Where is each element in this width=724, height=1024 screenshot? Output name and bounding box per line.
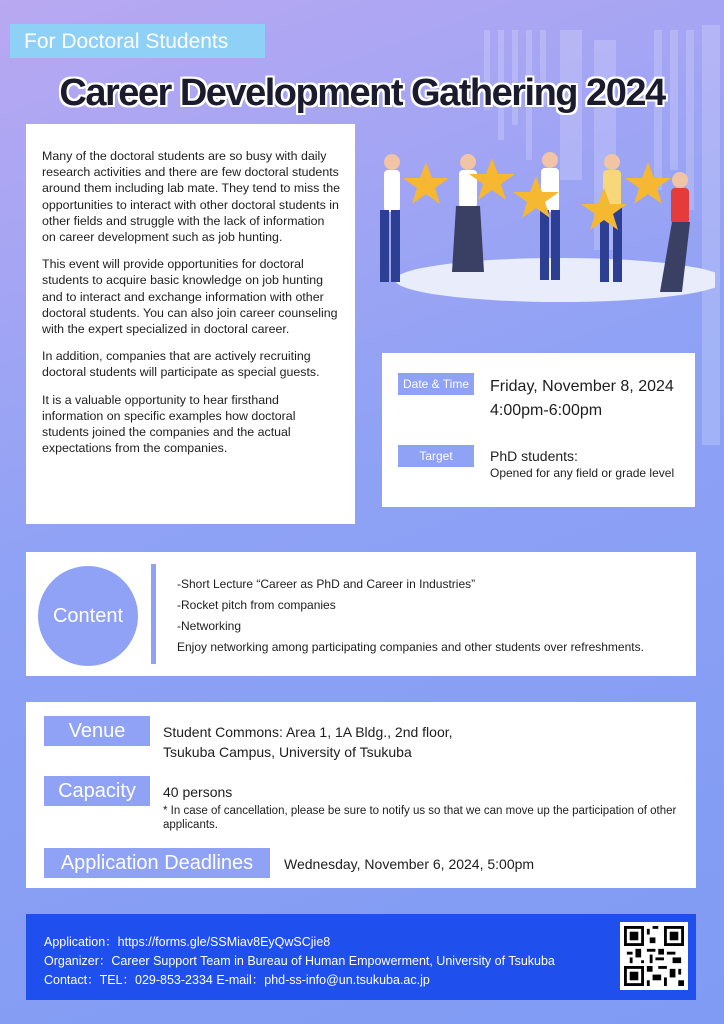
- star-icon: [403, 162, 449, 204]
- deadline-label: Application Deadlines: [44, 848, 270, 878]
- target-value: [490, 447, 674, 481]
- person-figure: [380, 154, 400, 282]
- contact-text[interactable]: Contact：TEL：029-853-2334 E-mail：phd-ss-info@un.tsukuba.ac.jp: [44, 973, 430, 987]
- star-icon: [625, 162, 671, 204]
- capacity-value: 40 persons: [163, 784, 233, 800]
- list-item: -Rocket pitch from companies: [177, 598, 336, 612]
- event-info-panel: [382, 353, 695, 507]
- description-paragraph: It is a valuable opportunity to hear firsthand information on specific examples how doctoral students joined the companies and the actual expectations from the companies.: [42, 392, 296, 456]
- venue-line: Tsukuba Campus, University of Tsukuba: [163, 744, 412, 760]
- event-time: 4:00pm-6:00pm: [490, 402, 603, 419]
- target-sub: Opened for any field or grade level: [490, 466, 675, 480]
- audience-tag: For Doctoral Students: [10, 24, 265, 58]
- venue-label: Venue: [44, 716, 150, 746]
- content-panel: [26, 552, 696, 676]
- qr-code-graphic: [624, 926, 684, 986]
- event-date: Friday, November 8, 2024: [490, 378, 674, 395]
- people-with-stars-illustration: [360, 140, 715, 310]
- deadline-value: Wednesday, November 6, 2024, 5:00pm: [284, 856, 535, 872]
- footer: [26, 914, 696, 1000]
- capacity-value-block: [163, 782, 683, 832]
- capacity-label: Capacity: [44, 776, 150, 806]
- qr-code-icon[interactable]: [620, 922, 688, 990]
- list-item: Enjoy networking among participating companies and other students over refreshments.: [177, 640, 644, 654]
- list-item: -Networking: [177, 619, 242, 633]
- description-panel: [26, 124, 355, 524]
- venue-panel: [26, 702, 696, 888]
- person-figure: [452, 154, 484, 272]
- venue-line: Student Commons: Area 1, 1A Bldg., 2nd floor,: [163, 724, 453, 740]
- description-paragraph: This event will provide opportunities for doctoral students to acquire basic knowledge on job hunting and to interact and exchange information with other doctoral students. You can also join career counseling with the expert specialized in doctoral career.: [42, 257, 338, 337]
- page-title: Career Development Gathering 2024: [59, 72, 665, 114]
- content-list: [177, 574, 644, 658]
- description-paragraph: In addition, companies that are actively recruiting doctoral students will participate as special guests.: [42, 349, 320, 380]
- target-main: PhD students:: [490, 448, 578, 464]
- venue-value: [163, 722, 453, 762]
- application-link[interactable]: Application：https://forms.gle/SSMiav8EyQwSCjie8: [44, 935, 331, 949]
- content-label: Content: [38, 566, 138, 666]
- description-paragraph: Many of the doctoral students are so busy with daily research activities and there are few doctoral students around them including lab mate. They tend to miss the opportunities to interact with other doctoral students in other fields and struggle with the lack of information on career development such as job hunting.: [42, 149, 341, 245]
- divider: [151, 564, 156, 664]
- target-label: Target: [398, 445, 474, 467]
- organizer-text: Organizer：Career Support Team in Bureau of Human Empowerment, University of Tsukuba: [44, 954, 555, 968]
- list-item: -Short Lecture “Career as PhD and Career in Industries”: [177, 577, 476, 591]
- date-time-label: Date & Time: [398, 373, 474, 395]
- capacity-note: * In case of cancellation, please be sure to notify us so that we can move up the participation of other applicants.: [163, 805, 677, 831]
- date-time-value: [490, 375, 674, 423]
